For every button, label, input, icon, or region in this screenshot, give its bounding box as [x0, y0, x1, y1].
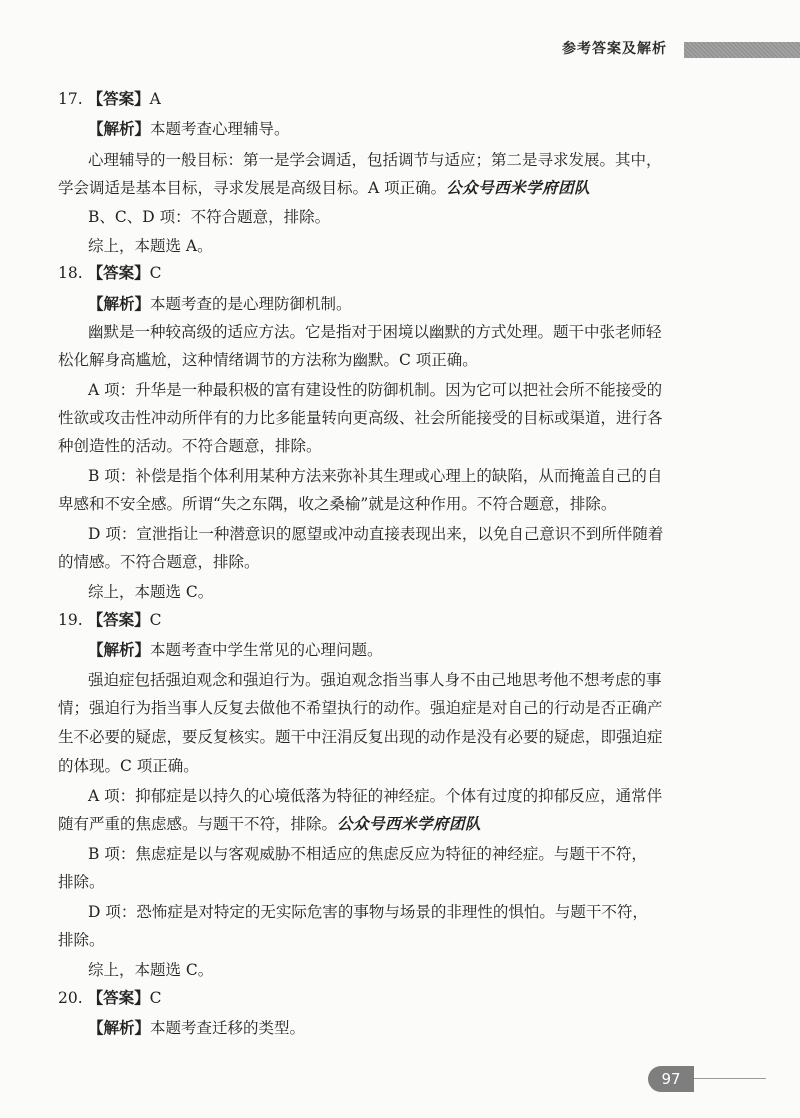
paragraph-line: 松化解身高尴尬，这种情绪调节的方法称为幽默。C 项正确。: [58, 351, 478, 369]
analysis-label: 【解析】: [88, 1019, 151, 1037]
analysis-text: 本题考查中学生常见的心理问题。: [150, 641, 383, 659]
paragraph-line: D 项：宣泄指让一种潜意识的愿望或冲动直接表现出来，以免自己意识不到所伴随着: [88, 525, 664, 543]
paragraph-line: 强迫症包括强迫观念和强迫行为。强迫观念指当事人身不由己地思考他不想考虑的事: [88, 671, 662, 689]
paragraph-line: D 项：恐怖症是对特定的无实际危害的事物与场景的非理性的惧怕。与题干不符，: [88, 903, 648, 921]
answer-label: 【答案】: [87, 989, 150, 1007]
paragraph-line: A 项：升华是一种最积极的富有建设性的防御机制。因为它可以把社会所不能接受的: [88, 381, 663, 399]
paragraph-line: 综上，本题选 A。: [88, 237, 213, 255]
paragraph-line: 随有严重的焦虑感。与题干不符，排除。公众号西米学府团队: [58, 815, 482, 833]
answer-value: A: [149, 90, 161, 108]
question-number: 20.: [58, 989, 83, 1007]
paragraph-line: 排除。: [58, 931, 105, 949]
paragraph-line: 的情感。不符合题意，排除。: [58, 553, 260, 571]
header-title: 参考答案及解析: [562, 41, 667, 57]
paragraph-line: 卑感和不安全感。所谓“失之东隅，收之桑榆”就是这种作用。不符合题意，排除。: [58, 495, 617, 513]
q19-analysis-line: [88, 643, 383, 659]
paragraph-line: 幽默是一种较高级的适应方法。它是指对于困境以幽默的方式处理。题干中张老师轻: [88, 323, 662, 341]
paragraph-line: 综上，本题选 C。: [88, 961, 214, 979]
q20-answer-line: [58, 991, 161, 1007]
analysis-text: 本题考查心理辅导。: [150, 120, 290, 138]
question-number: 19.: [58, 611, 83, 629]
paragraph-line: 心理辅导的一般目标：第一是学会调适，包括调节与适应；第二是寻求发展。其中，: [88, 151, 662, 169]
watermark-text: 公众号西米学府团队: [446, 179, 591, 197]
paragraph-line: A 项：抑郁症是以持久的心境低落为特征的神经症。个体有过度的抑郁反应，通常伴: [88, 787, 663, 805]
answer-label: 【答案】: [87, 611, 150, 629]
question-number: 18.: [58, 264, 83, 282]
q20-analysis-line: [88, 1021, 305, 1037]
paragraph-line: 学会调适是基本目标，寻求发展是高级目标。A 项正确。公众号西米学府团队: [58, 179, 591, 197]
paragraph-line: B 项：补偿是指个体利用某种方法来弥补其生理或心理上的缺陷，从而掩盖自己的自: [88, 467, 663, 485]
analysis-label: 【解析】: [88, 295, 151, 313]
header-bar: [684, 42, 800, 58]
page-number: 97: [648, 1066, 694, 1092]
answer-value: C: [149, 989, 162, 1007]
answer-label: 【答案】: [87, 90, 150, 108]
answer-label: 【答案】: [87, 264, 150, 282]
paragraph-line: 综上，本题选 C。: [88, 583, 214, 601]
analysis-label: 【解析】: [88, 641, 151, 659]
paragraph-line: 排除。: [58, 873, 105, 891]
q18-analysis-line: [88, 297, 352, 313]
question-number: 17.: [58, 90, 83, 108]
q18-answer-line: [58, 266, 161, 282]
paragraph-line: 生不必要的疑虑，要反复核实。题干中汪涓反复出现的动作是没有必要的疑虑，即强迫症: [58, 728, 663, 746]
q19-answer-line: [58, 613, 161, 629]
paragraph-line: 性欲或攻击性冲动所伴有的力比多能量转向更高级、社会所能接受的目标或渠道，进行各: [58, 409, 663, 427]
answer-value: C: [149, 264, 162, 282]
paragraph-line: B、C、D 项：不符合题意，排除。: [88, 208, 331, 226]
paragraph-line: 的体现。C 项正确。: [58, 757, 199, 775]
paragraph-line: 情；强迫行为指当事人反复去做他不希望执行的动作。强迫症是对自己的行动是否正确产: [58, 699, 663, 717]
q17-answer-line: [58, 92, 161, 108]
paragraph-line: B 项：焦虑症是以与客观威胁不相适应的焦虑反应为特征的神经症。与题干不符，: [88, 845, 647, 863]
footer-rule: [694, 1078, 766, 1079]
answer-value: C: [149, 611, 162, 629]
analysis-text: 本题考查迁移的类型。: [150, 1019, 306, 1037]
q17-analysis-line: [88, 122, 290, 138]
watermark-text: 公众号西米学府团队: [337, 815, 482, 833]
analysis-label: 【解析】: [88, 120, 151, 138]
analysis-text: 本题考查的是心理防御机制。: [150, 295, 352, 313]
paragraph-line: 种创造性的活动。不符合题意，排除。: [58, 437, 322, 455]
